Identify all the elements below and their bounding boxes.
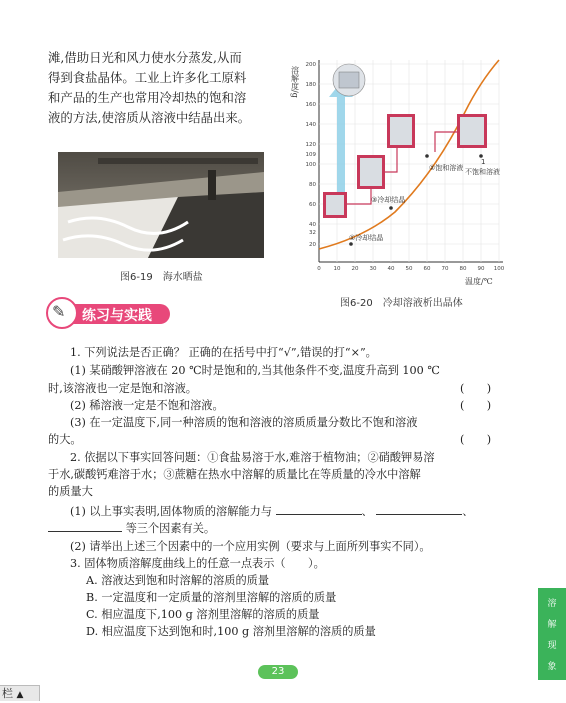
x-tick: 70: [441, 266, 449, 272]
x-axis-label: 温度/℃: [465, 277, 493, 286]
answer-blank[interactable]: [276, 502, 362, 515]
beaker-icon: [387, 114, 415, 148]
intro-paragraph: [48, 48, 278, 128]
y-tick: 40: [309, 222, 316, 228]
chevron-up-icon: ▲: [16, 690, 24, 700]
q2-sub-1: [70, 502, 474, 521]
beaker-icon: [323, 192, 347, 218]
y-tick: 120: [305, 142, 316, 148]
intro-line: 得到食盐晶体。工业上许多化工原料: [48, 70, 247, 85]
intro-line: 和产品的生产也常用冷却热的饱和溶: [48, 90, 247, 105]
point-number: 1: [481, 158, 486, 166]
y-tick: 20: [309, 242, 316, 248]
q1-item-3-cont: 的大。: [48, 433, 82, 446]
answer-paren[interactable]: ( ): [460, 433, 492, 446]
x-tick: 30: [369, 266, 377, 272]
pencil-icon: ✎: [52, 302, 66, 321]
x-tick: 90: [477, 266, 485, 272]
y-tick: 109: [305, 152, 316, 158]
q1-stem: 1. 下列说法是否正确？ 正确的在括号中打“√”,错误的打“×”。: [70, 346, 377, 359]
x-tick: 100: [493, 266, 505, 272]
answer-blank[interactable]: [48, 519, 122, 532]
x-tick: 80: [459, 266, 467, 272]
q3-option-c[interactable]: C. 相应温度下,100 g 溶剂里溶解的溶质的质量: [86, 608, 320, 621]
y-tick: 32: [309, 230, 316, 236]
side-tab-char: 溶: [547, 599, 557, 609]
section-header: [44, 296, 174, 330]
answer-paren[interactable]: ( ): [460, 399, 492, 412]
intro-line: 液的方法,使溶质从溶液中结晶出来。: [48, 110, 251, 125]
q3-stem: 3. 固体物质溶解度曲线上的任意一点表示（ ）。: [70, 557, 325, 570]
intro-line: 滩,借助日光和风力使水分蒸发,从而: [48, 50, 242, 65]
side-tab-char: 象: [547, 662, 557, 672]
q2-line-2: 于水,碳酸钙难溶于水；③蔗糖在热水中溶解的质量比在等质量的冷水中溶解: [48, 468, 421, 481]
solubility-figure: [285, 52, 510, 287]
figure-20-caption: 图6-20 冷却溶液析出晶体: [340, 298, 463, 309]
point-label: ①冷却结晶: [349, 234, 384, 242]
taskbar-label: 栏: [2, 687, 13, 700]
y-axis-label: 溶解度/g: [290, 66, 300, 98]
point-label: 不饱和溶液: [465, 168, 500, 176]
q2-line-1: 2. 依据以下事实回答问题：①食盐易溶于水,难溶于植物油；②硝酸钾易溶: [70, 451, 435, 464]
point-label: ③冷却结晶: [371, 196, 406, 204]
q3-option-d[interactable]: D. 相应温度下达到饱和时,100 g 溶剂里溶解的溶质的质量: [86, 625, 376, 638]
side-tab-char: 现: [547, 641, 557, 651]
q3-option-b[interactable]: B. 一定温度和一定质量的溶剂里溶解的溶质的质量: [86, 591, 337, 604]
beaker-icon: [333, 64, 365, 96]
x-tick: 50: [405, 266, 413, 272]
section-title: 练习与实践: [82, 308, 152, 324]
y-tick: 180: [305, 82, 316, 88]
answer-paren[interactable]: ( ): [460, 382, 492, 395]
beaker-icon: [357, 155, 385, 189]
page-number: 23: [258, 665, 298, 679]
answer-blank[interactable]: [376, 502, 462, 515]
side-tab-char: 解: [547, 620, 557, 630]
y-tick: 200: [305, 62, 316, 68]
salt-pan-photo: [58, 152, 264, 258]
y-tick: 80: [309, 182, 316, 188]
x-tick: 60: [423, 266, 431, 272]
q3-option-a[interactable]: A. 溶液达到饱和时溶解的溶质的质量: [86, 574, 270, 587]
x-tick: 10: [333, 266, 341, 272]
x-tick: 20: [351, 266, 359, 272]
y-tick: 160: [305, 102, 316, 108]
solubility-chart: [285, 52, 510, 287]
beaker-icon: [457, 114, 487, 148]
q2-sub-1-end: 等三个因素有关。: [125, 522, 216, 535]
q1-item-2: (2) 稀溶液一定是不饱和溶液。: [70, 399, 224, 412]
taskbar-button[interactable]: [0, 685, 40, 701]
q1-item-3: (3) 在一定温度下,同一种溶质的饱和溶液的溶质质量分数比不饱和溶液: [70, 416, 418, 429]
x-tick: 0: [317, 266, 321, 272]
figure-19-caption: 图6-19 海水晒盐: [120, 272, 203, 283]
y-tick: 140: [305, 122, 316, 128]
q2-sub-1-text: (1) 以上事实表明,固体物质的溶解能力与: [70, 505, 272, 518]
q1-item-1: (1) 某硝酸钾溶液在 20 ℃时是饱和的,当其他条件不变,温度升高到 100 ℃: [70, 364, 440, 377]
q2-sub-1-cont: [48, 519, 215, 538]
y-tick: 60: [309, 202, 316, 208]
x-tick: 40: [387, 266, 395, 272]
separator: 、: [361, 505, 373, 518]
chapter-side-tab: [538, 588, 566, 680]
q2-line-3: 的质量大: [48, 485, 93, 498]
point-label: ②饱和溶液: [429, 164, 464, 172]
y-tick: 100: [305, 162, 316, 168]
separator: 、: [462, 505, 474, 518]
q1-item-1-cont: 时,该溶液也一定是饱和溶液。: [48, 382, 197, 395]
q2-sub-2: (2) 请举出上述三个因素中的一个应用实例（要求与上面所列事实不同）。: [70, 540, 431, 553]
